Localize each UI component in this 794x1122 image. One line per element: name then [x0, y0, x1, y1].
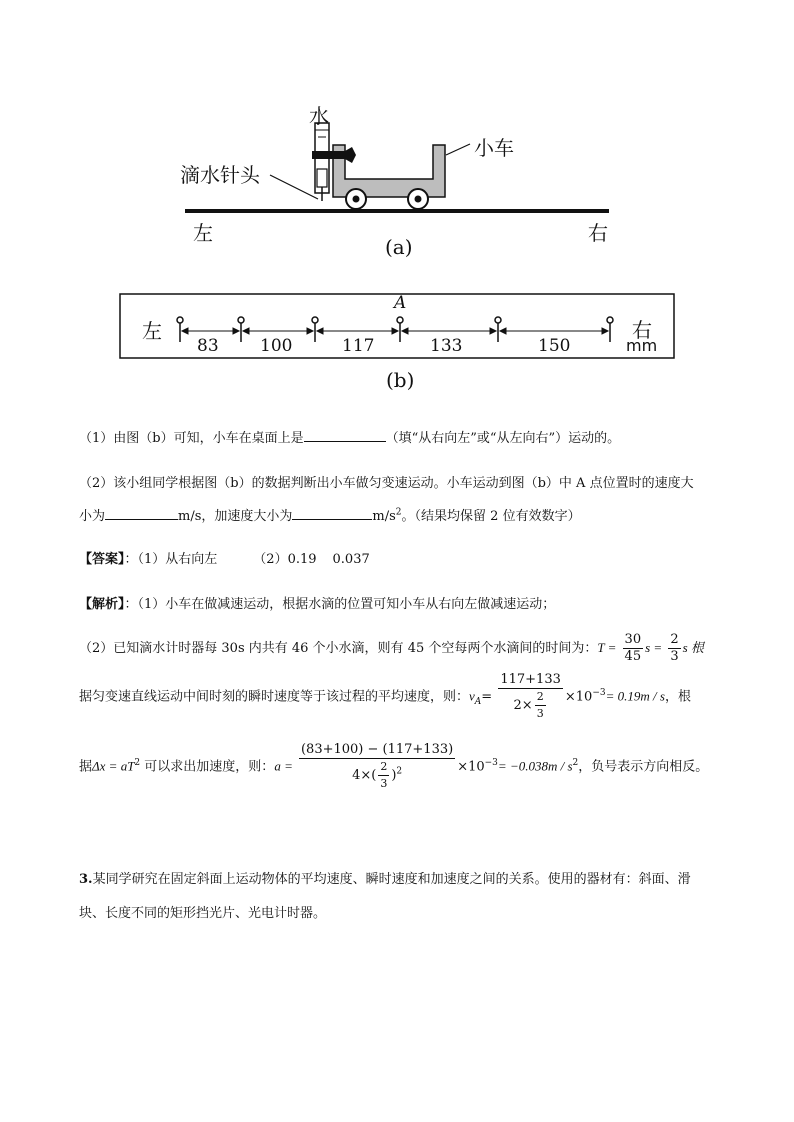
answer-blank-2[interactable] [105, 506, 178, 520]
question-2-line-1: （2）该小组同学根据图（b）的数据判断出小车做匀变速运动。小车运动到图（b）中 A 点位置时的速度大 [79, 476, 694, 491]
answer-blank-1[interactable] [304, 428, 386, 442]
answer-line: 【答案】：（1）从右向左 （2）0.19 0.037 [79, 552, 370, 567]
answer-blank-3[interactable] [292, 506, 372, 520]
segment-value: 133 [430, 336, 463, 356]
analysis-line-2: （2）已知滴水计时器每 30s 内共有 46 个小水滴，则有 45 个空每两个水滴间的时间为：T = $\frac{30}{45}$ s = $\frac{2}{3}$ s 根 [79, 632, 704, 664]
figure-a [0, 95, 794, 265]
tape-unit: mm [626, 336, 658, 355]
figure-a-caption: (a) [385, 235, 413, 259]
question-3-line-2: 块、长度不同的矩形挡光片、光电计时器。 [79, 906, 327, 921]
figure-b [0, 290, 794, 395]
cart-label: 小车 [474, 136, 514, 160]
question-2-line-2: 小为 m/s，加速度大小为 $m/s^2$。（结果均保留 2 位有效数字） [79, 507, 581, 524]
segment-value: 117 [342, 336, 375, 356]
fraction: $\frac{2}{3}$ [670, 632, 679, 664]
table-surface [185, 209, 609, 213]
answer-label: 【答案】 [79, 552, 125, 567]
analysis-line-3: 据匀变速直线运动中间时刻的瞬时速度等于该过程的平均速度，则：$v_A=$ 117+133 2× $\frac{2}{3}$ $\times 10^{-3}= 0.19m / s$，根 [79, 672, 691, 720]
point-a-label: A [394, 293, 407, 313]
segment-value: 83 [197, 336, 219, 356]
analysis-line-4: 据$\Delta x = aT^2$ 可以求出加速度，则：a = (83+100) − (117+133) 4×( $\frac{2}{3}$ )$^2$ $\times 10^{-3}= -0.038m / s^2$，负号表示方向相反。 [79, 742, 709, 790]
figure-b-caption: (b) [386, 368, 415, 392]
analysis-line-1: 【解析】：（1）小车在做减速运动，根据水滴的位置可知小车从右向左做减速运动； [79, 597, 556, 612]
needle-label: 滴水针头 [180, 163, 260, 187]
tape-left-label: 左 [142, 319, 162, 343]
question-3-line-1: 3.某同学研究在固定斜面上运动物体的平均速度、瞬时速度和加速度之间的关系。使用的器材有：斜面、滑 [79, 872, 691, 887]
left-label: 左 [193, 221, 213, 245]
fraction: $\frac{30}{45}$ [624, 632, 642, 664]
tape-right-label: 右 [632, 318, 652, 342]
question-1: （1）由图（b）可知，小车在桌面上是 （填“从右向左”或“从左向右”）运动的。 [79, 427, 620, 446]
fraction: (83+100) − (117+133) 4×( $\frac{2}{3}$ )$^2$ [300, 742, 454, 790]
segment-value: 150 [538, 336, 571, 356]
segment-value: 100 [260, 336, 293, 356]
analysis-label: 【解析】 [79, 597, 125, 612]
right-label: 右 [588, 221, 608, 245]
water-label: 水 [309, 104, 329, 128]
fraction: 117+133 2× $\frac{2}{3}$ [500, 672, 561, 720]
